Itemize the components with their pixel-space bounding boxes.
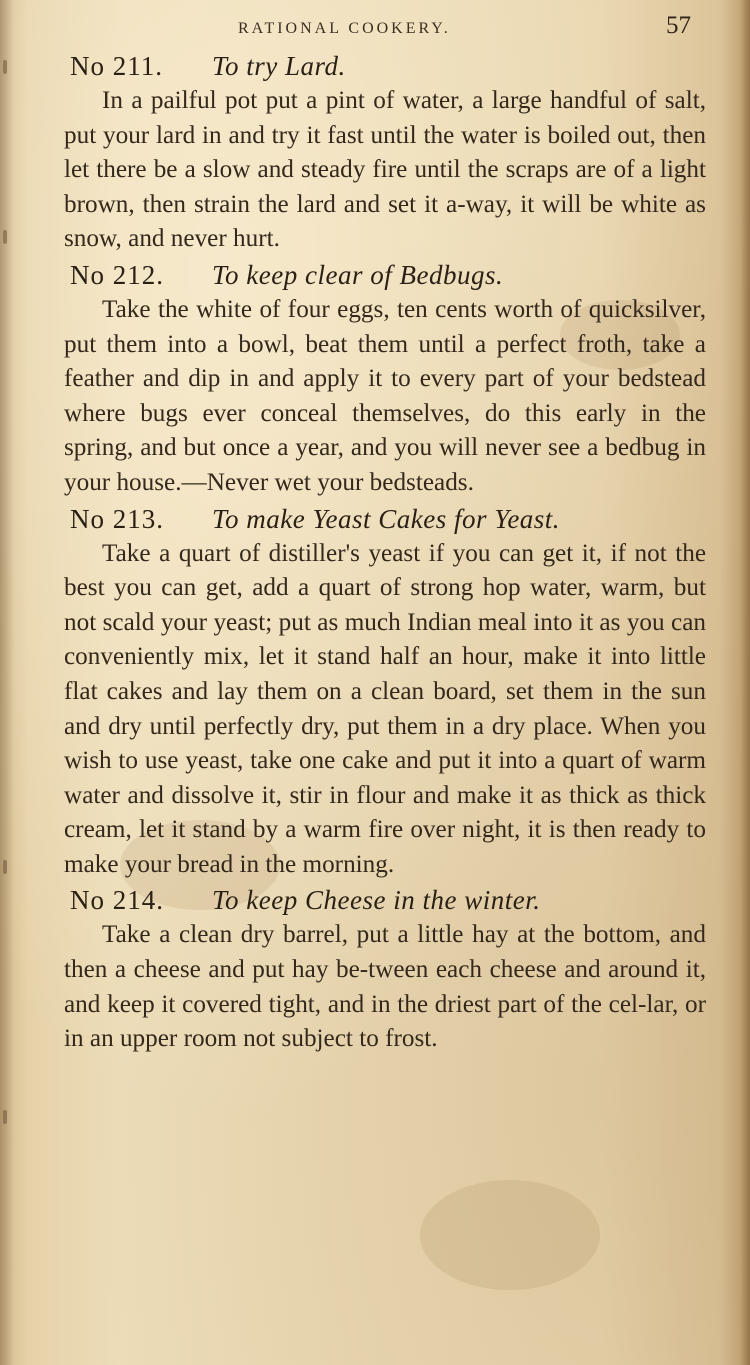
recipe-number: No 211. <box>70 51 163 81</box>
recipe-number: No 213. <box>70 503 164 534</box>
recipe-body: In a pailful pot put a pint of water, a large handful of salt, put your lard in and try it fast until the water is boiled out, then let there be a slow and steady fire until the scraps are of a light brown, then strain the lard and set it a-way, it will be white as snow, and never hurt. <box>64 87 706 253</box>
recipe-title: To try Lard. <box>212 51 346 81</box>
binding-stitch <box>3 60 7 74</box>
recipe-heading <box>64 501 706 537</box>
recipe-list <box>64 48 706 1057</box>
binding-stitch <box>3 230 7 244</box>
recipe-heading <box>64 257 706 293</box>
recipe-211 <box>64 48 706 257</box>
page-header <box>0 8 750 44</box>
recipe-212 <box>64 257 706 501</box>
recipe-body: Take a quart of distiller's yeast if you can get it, if not the best you can get, add a quart of strong hop water, warm, but not scald your yeast; put as much Indian meal into it as you can conveniently mix, let it stand half an hour, make it into little flat cakes and lay them on a clean board, set them in the sun and dry until perfectly dry, put them in a dry place. When you wish to use yeast, take one cake and put it into a quart of warm water and dissolve it, stir in flour and make it as thick as thick cream, let it stand by a warm fire over night, it is then ready to make your bread in the morning. <box>64 539 706 878</box>
recipe-body: Take the white of four eggs, ten cents worth of quicksilver, put them into a bowl, beat them until a perfect froth, take a feather and dip in and apply it to every part of your bedstead where bugs ever conceal themselves, do this early in the spring, and but once a year, and you will never see a bedbug in your house.—Never wet your bedsteads. <box>64 295 706 496</box>
recipe-213 <box>64 501 706 883</box>
recipe-title: To keep Cheese in the winter. <box>212 885 541 916</box>
recipe-number: No 214. <box>70 885 164 916</box>
recipe-heading <box>64 48 706 84</box>
binding-stitch <box>3 1110 7 1124</box>
paper-stain <box>420 1180 600 1290</box>
recipe-title: To make Yeast Cakes for Yeast. <box>212 503 561 534</box>
recipe-title: To keep clear of Bedbugs. <box>212 259 504 290</box>
binding-gutter <box>0 0 14 1365</box>
running-head: RATIONAL COOKERY. <box>238 20 451 37</box>
recipe-heading <box>64 882 706 918</box>
recipe-214 <box>64 882 706 1056</box>
recipe-body: Take a clean dry barrel, put a little hay at the bottom, and then a cheese and put hay be-tween each cheese and around it, and keep it covered tight, and in the driest part of the cel-lar, or in an upper room not subject to frost. <box>64 921 706 1053</box>
binding-stitch <box>3 860 7 874</box>
page-number: 57 <box>666 12 691 39</box>
page-edge <box>740 0 750 1365</box>
recipe-number: No 212. <box>70 259 164 290</box>
